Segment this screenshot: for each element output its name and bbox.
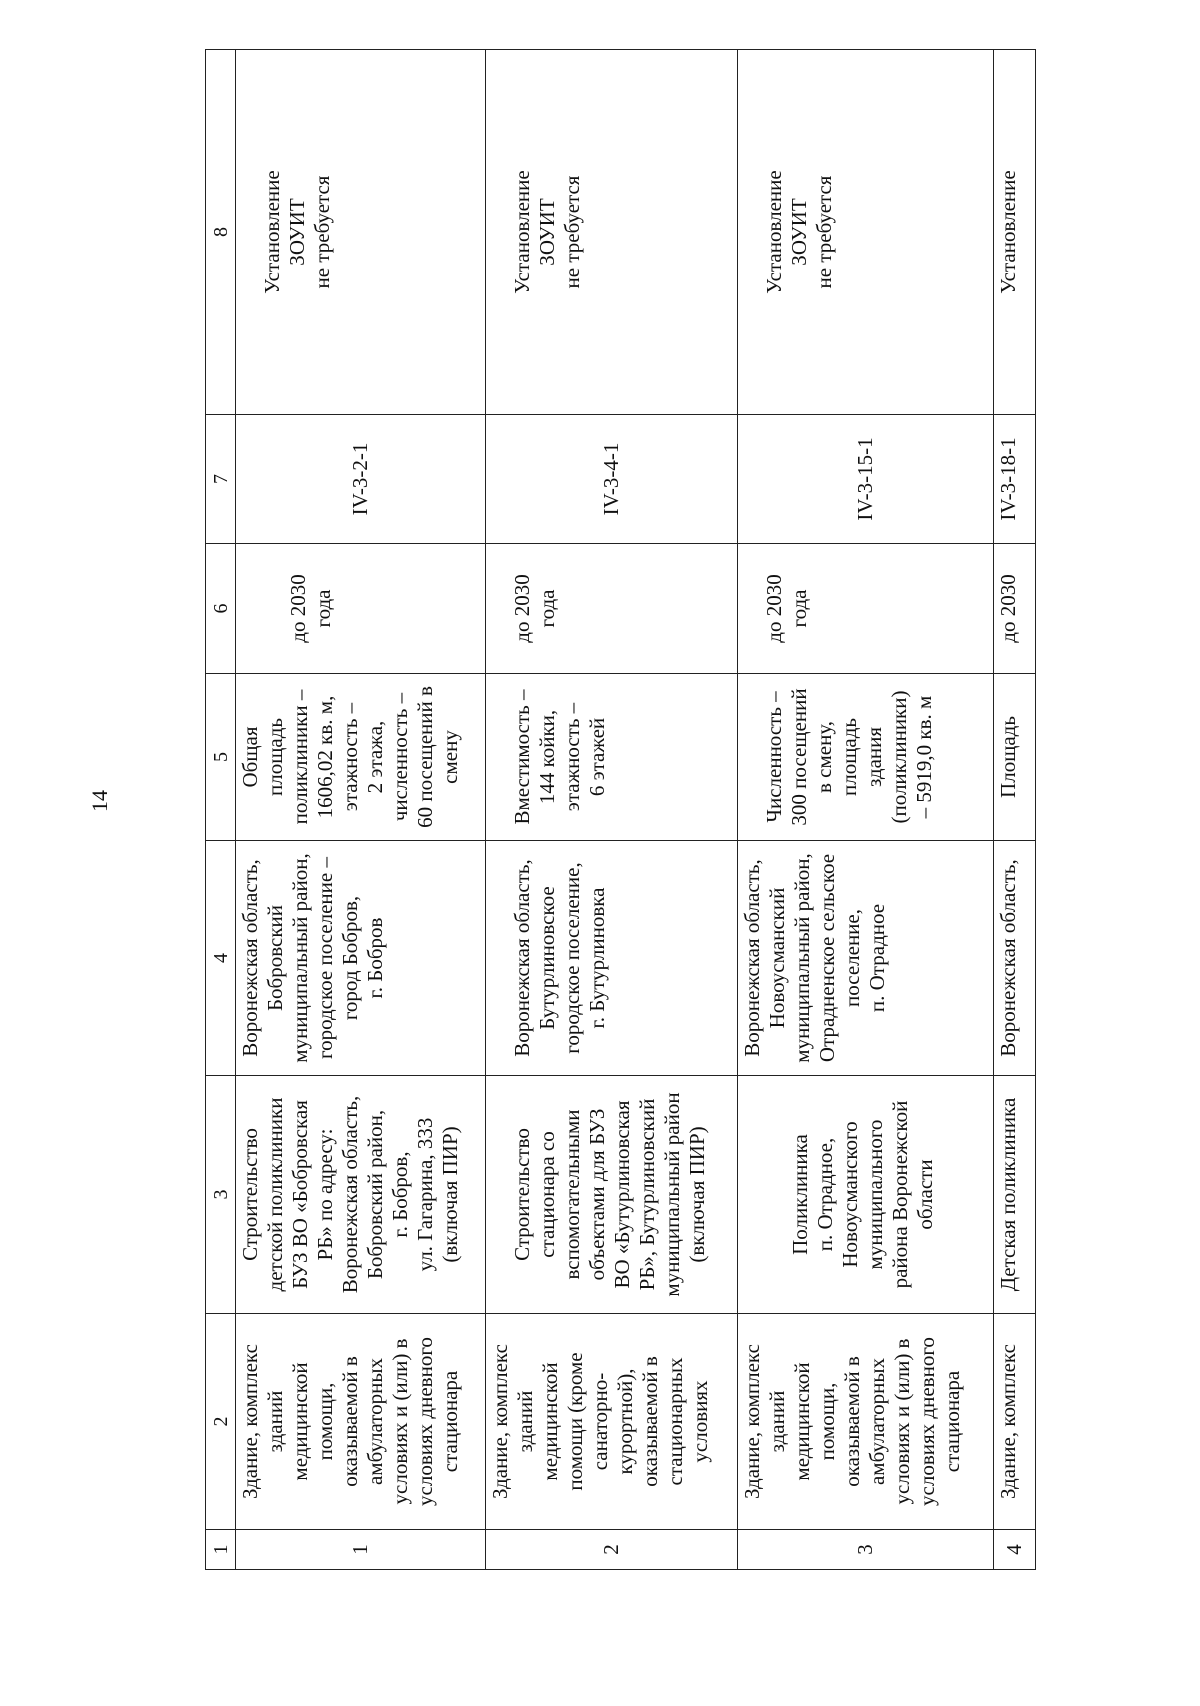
- characteristics-cell: Площадь: [994, 674, 1036, 841]
- zone-cell: Установление ЗОУИТ не требуется: [236, 50, 486, 415]
- row-number: 4: [994, 1530, 1036, 1570]
- page-number: 14: [87, 790, 112, 812]
- header-cell-5: 5: [206, 674, 236, 841]
- code-cell: IV-3-4-1: [486, 415, 738, 544]
- header-cell-3: 3: [206, 1076, 236, 1314]
- term-cell: до 2030 года: [738, 544, 994, 674]
- object-type-cell: Здание, комплекс зданий медицинской помощи, оказываемой в амбулаторных условиях и (или) в условиях дневного стационара: [236, 1314, 486, 1530]
- table-row: [236, 50, 486, 1570]
- characteristics-cell: Общая площадь поликлиники – 1606,02 кв. м, этажность – 2 этажа, численность – 60 посещений в смену: [236, 674, 486, 841]
- table-row: [738, 50, 994, 1570]
- row-number: 1: [236, 1530, 486, 1570]
- location-cell: Воронежская область,: [994, 841, 1036, 1076]
- object-name-cell: Строительство стационара со вспомогательными объектами для БУЗ ВО «Бутурлиновская РБ», Бутурлиновский муниципальный район (включая ПИР): [486, 1076, 738, 1314]
- header-cell-8: 8: [206, 50, 236, 415]
- characteristics-cell: Вместимость – 144 койки, этажность – 6 этажей: [486, 674, 738, 841]
- header-cell-6: 6: [206, 544, 236, 674]
- object-type-cell: Здание, комплекс зданий медицинской помощи (кроме санаторно- курортной), оказываемой в стационарных условиях: [486, 1314, 738, 1530]
- objects-table: [205, 49, 1036, 1570]
- term-cell: до 2030: [994, 544, 1036, 674]
- row-number: 3: [738, 1530, 994, 1570]
- code-cell: IV-3-18-1: [994, 415, 1036, 544]
- header-cell-4: 4: [206, 841, 236, 1076]
- code-cell: IV-3-2-1: [236, 415, 486, 544]
- object-name-cell: Детская поликлиника: [994, 1076, 1036, 1314]
- term-cell: до 2030 года: [486, 544, 738, 674]
- zone-cell: Установление: [994, 50, 1036, 415]
- header-cell-1: 1: [206, 1530, 236, 1570]
- object-name-cell: Строительство детской поликлиники БУЗ ВО «Бобровская РБ» по адресу: Воронежская область, Бобровский район, г. Бобров, ул. Гагарина, 333 (включая ПИР): [236, 1076, 486, 1314]
- location-cell: Воронежская область, Бутурлиновское городское поселение, г. Бутурлиновка: [486, 841, 738, 1076]
- characteristics-cell: Численность – 300 посещений в смену, площадь здания (поликлиники) – 5919,0 кв. м: [738, 674, 994, 841]
- object-type-cell: Здание, комплекс зданий медицинской помощи, оказываемой в амбулаторных условиях и (или) в условиях дневного стационара: [738, 1314, 994, 1530]
- zone-cell: Установление ЗОУИТ не требуется: [486, 50, 738, 415]
- header-cell-7: 7: [206, 415, 236, 544]
- table-row: [994, 50, 1036, 1570]
- object-type-cell: Здание, комплекс: [994, 1314, 1036, 1530]
- header-row: [206, 50, 236, 1570]
- header-cell-2: 2: [206, 1314, 236, 1530]
- zone-cell: Установление ЗОУИТ не требуется: [738, 50, 994, 415]
- table-container: [205, 50, 1035, 1570]
- row-number: 2: [486, 1530, 738, 1570]
- location-cell: Воронежская область, Бобровский муниципальный район, городское поселение – город Бобров, г. Бобров: [236, 841, 486, 1076]
- table-row: [486, 50, 738, 1570]
- code-cell: IV-3-15-1: [738, 415, 994, 544]
- term-cell: до 2030 года: [236, 544, 486, 674]
- object-name-cell: Поликлиника п. Отрадное, Новоусманского муниципального района Воронежской области: [738, 1076, 994, 1314]
- location-cell: Воронежская область, Новоусманский муниципальный район, Отрадненское сельское поселение, п. Отрадное: [738, 841, 994, 1076]
